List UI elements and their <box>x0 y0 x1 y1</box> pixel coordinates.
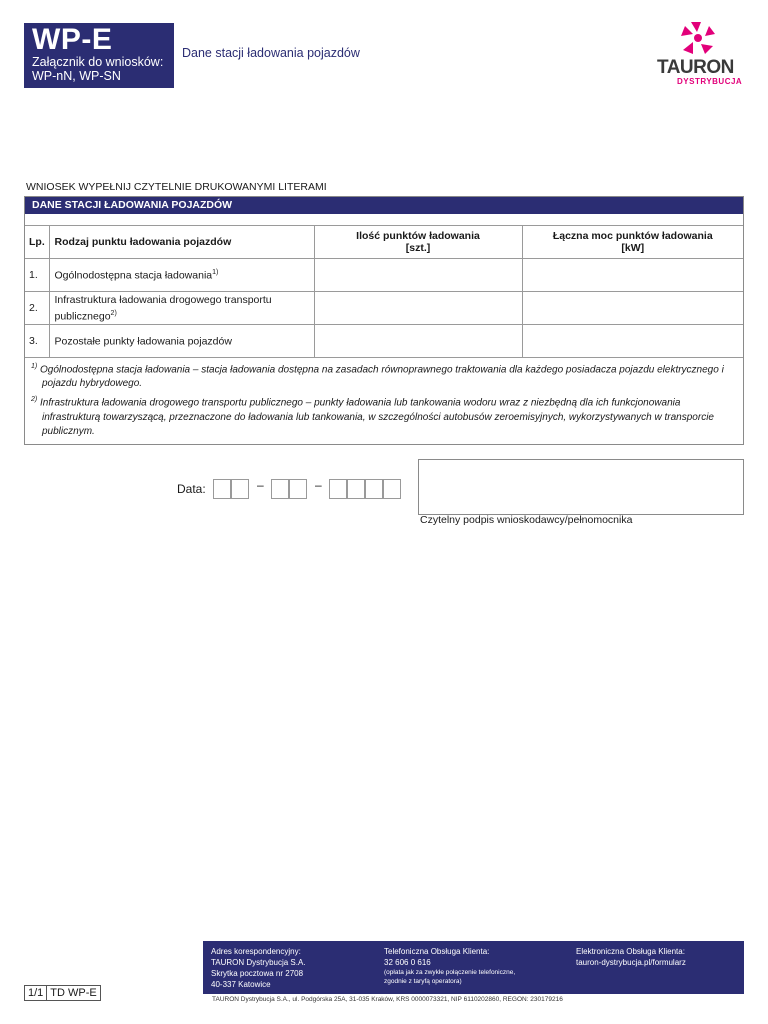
footer-phone-title: Telefoniczna Obsługa Klienta: <box>384 947 490 956</box>
col-header-power-unit: [kW] <box>621 242 645 254</box>
signature-label: Czytelny podpis wnioskodawcy/pełnomocnika <box>420 514 633 526</box>
footer-phone-number: 32 606 0 616 <box>384 958 431 967</box>
page-number: 1/1 <box>28 986 47 1000</box>
row-number: 1. <box>25 259 49 292</box>
col-header-lp: Lp. <box>25 226 49 259</box>
tauron-logo <box>655 20 747 86</box>
col-header-quantity-label: Ilość punktów ładowania <box>356 230 480 242</box>
row-number: 3. <box>25 325 49 358</box>
footnote <box>31 393 731 438</box>
col-header-quantity <box>314 226 522 259</box>
footer-phone <box>384 946 515 986</box>
legal-info: TAURON Dystrybucja S.A., ul. Podgórska 25A, 31-035 Kraków, KRS 0000073321, NIP 6110202860, REGON: 230179216 <box>212 996 563 1003</box>
date-separator: – <box>257 478 264 492</box>
tauron-star-icon <box>679 20 717 56</box>
footer-address-line: Adres korespondencyjny: <box>211 947 301 956</box>
footer-phone-note: zgodnie z taryfą operatora) <box>384 978 462 985</box>
footer-bar <box>203 941 744 994</box>
document-title: Dane stacji ładowania pojazdów <box>182 46 360 60</box>
date-digit-box[interactable] <box>289 479 307 499</box>
footnote-text: Infrastruktura ładowania drogowego transportu publicznego – punkty ładowania lub tankowania wodoru wraz z niezbędną dla ich funkcjonowania infrastrukturą towarzyszącą, przeznaczone do ładowania lub tankowania, w szczególności autobusów zeroemisyjnych, wykorzystywanych w transporcie publicznym. <box>40 397 714 437</box>
date-digit-box[interactable] <box>347 479 365 499</box>
power-field[interactable] <box>522 325 743 358</box>
footer-address-line: 40-337 Katowice <box>211 980 271 989</box>
table-header-row <box>25 226 743 259</box>
col-header-power <box>522 226 743 259</box>
quantity-field[interactable] <box>314 259 522 292</box>
table-row <box>25 325 743 358</box>
row-type-label <box>49 292 314 325</box>
page-indicator <box>24 985 101 1001</box>
col-header-power-label: Łączna moc punktów ładowania <box>552 230 713 242</box>
charging-station-section <box>24 196 744 445</box>
footer-address-line: Skrytka pocztowa nr 2708 <box>211 969 304 978</box>
date-digit-box[interactable] <box>329 479 347 499</box>
attachment-line-2: WP-nN, WP-SN <box>32 69 121 83</box>
footer-phone-note: (opłata jak za zwykłe połączenie telefoniczne, <box>384 969 516 976</box>
charging-points-table <box>25 225 743 358</box>
power-field[interactable] <box>522 292 743 325</box>
section-title: DANE STACJI ŁADOWANIA POJAZDÓW <box>25 197 743 214</box>
date-day-field[interactable] <box>213 479 249 499</box>
date-digit-box[interactable] <box>271 479 289 499</box>
footnotes <box>31 360 731 441</box>
col-header-type: Rodzaj punktu ładowania pojazdów <box>49 226 314 259</box>
row-type-text: Infrastruktura ładowania drogowego transportu publicznego <box>54 293 272 323</box>
table-row <box>25 259 743 292</box>
date-month-field[interactable] <box>271 479 307 499</box>
row-type-label <box>49 325 314 358</box>
attachment-line-1: Załącznik do wniosków: <box>32 55 164 69</box>
form-code: WP-E <box>32 23 113 56</box>
footer-address-line: TAURON Dystrybucja S.A. <box>211 958 306 967</box>
form-id: TD WP-E <box>50 987 97 999</box>
footer-online-url[interactable]: tauron-dystrybucja.pl/formularz <box>576 958 686 967</box>
power-field[interactable] <box>522 259 743 292</box>
footer-address <box>211 946 306 990</box>
logo-subtitle: DYSTRYBUCJA <box>677 77 743 86</box>
date-separator: – <box>315 478 322 492</box>
footnote-mark: 1) <box>31 363 38 370</box>
signature-field[interactable] <box>418 459 744 515</box>
footnote-mark: 2) <box>31 396 38 404</box>
date-label: Data: <box>177 482 206 496</box>
footnote-ref: 2) <box>110 309 117 317</box>
date-digit-box[interactable] <box>365 479 383 499</box>
footer-online <box>576 946 686 968</box>
table-row <box>25 292 743 325</box>
row-number: 2. <box>25 292 49 325</box>
footnote-text: Ogólnodostępna stacja ładowania – stacja ładowania dostępna na zasadach równoprawnego traktowania dla każdego posiadacza pojazdu elektrycznego i pojazdu hybrydowego. <box>40 364 724 390</box>
fill-instruction: WNIOSEK WYPEŁNIJ CZYTELNIE DRUKOWANYMI LITERAMI <box>26 181 327 193</box>
date-digit-box[interactable] <box>213 479 231 499</box>
quantity-field[interactable] <box>314 292 522 325</box>
row-type-text: Ogólnodostępna stacja ładowania <box>54 269 213 282</box>
col-header-quantity-unit: [szt.] <box>405 242 431 254</box>
quantity-field[interactable] <box>314 325 522 358</box>
form-code-box <box>24 23 174 88</box>
date-year-field[interactable] <box>329 479 401 499</box>
row-type-text: Pozostałe punkty ładowania pojazdów <box>54 335 232 348</box>
date-digit-box[interactable] <box>383 479 401 499</box>
logo-brand: TAURON <box>657 57 734 78</box>
footnote-ref: 1) <box>212 268 219 276</box>
date-digit-box[interactable] <box>231 479 249 499</box>
footer-online-title: Elektroniczna Obsługa Klienta: <box>576 947 685 956</box>
row-type-label <box>49 259 314 292</box>
footnote <box>31 360 731 391</box>
